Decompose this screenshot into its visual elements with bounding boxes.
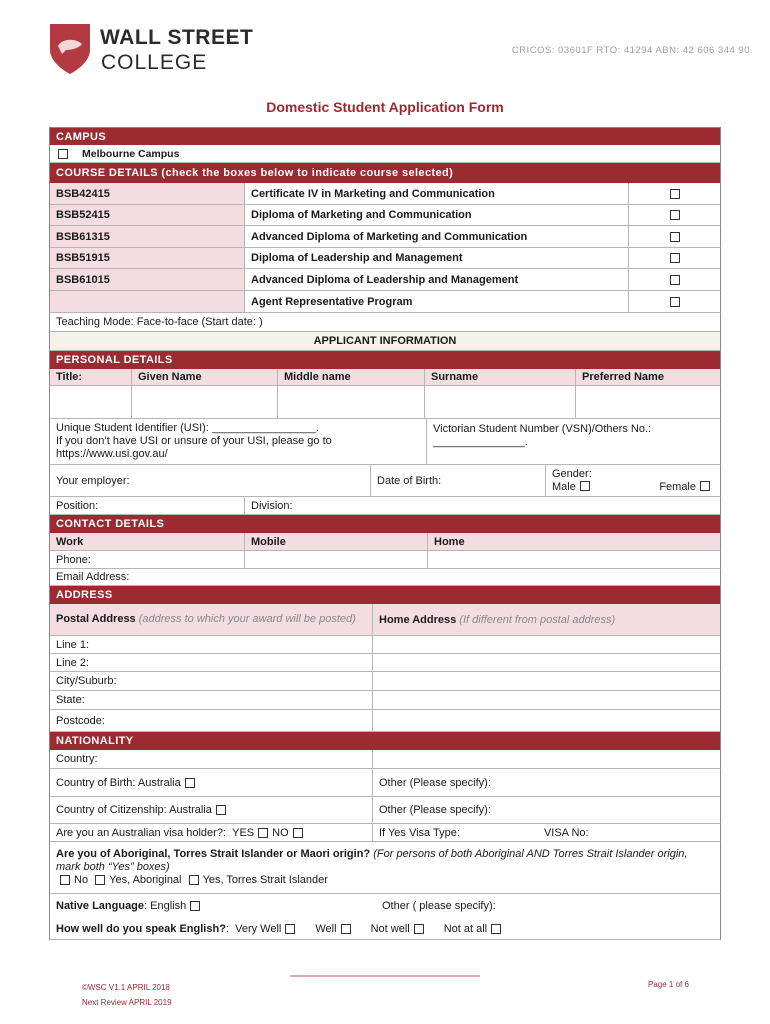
course-check-cell [628,291,720,312]
surname-header: Surname [424,369,575,385]
male-label: Male [552,480,576,493]
country-field-right[interactable] [372,750,720,768]
country-field[interactable] [50,750,372,768]
course-name: Agent Representative Program [244,291,628,312]
given-name-header: Given Name [131,369,277,385]
home-header: Home [427,533,720,550]
course-code: BSB61315 [50,226,244,247]
email-label: Email Address: [56,571,130,583]
dob-label: Date of Birth: [377,474,442,487]
country-of-citizenship [50,797,372,823]
citizenship-label: Country of Citizenship: Australia [56,804,212,816]
vsn-line1: Victorian Student Number (VSN)/Others No.: [433,423,652,435]
mobile-header: Mobile [244,533,427,550]
female-checkbox[interactable] [700,481,710,491]
title-header: Title: [56,371,83,383]
college-logo [46,20,254,80]
postal-hint: (address to which your award will be posted) [138,613,356,625]
visa-type-field[interactable] [372,824,720,841]
vsn-line2: _______________. [433,436,528,448]
given-name-field[interactable] [131,386,277,418]
page-number: Page 1 of 6 [648,980,689,989]
very-well-label: Very Well [235,922,282,935]
work-header: Work [56,535,84,548]
usi-link[interactable]: https://www.usi.gov.au/ [56,448,168,460]
course-name: Diploma of Leadership and Management [244,248,628,268]
native-language [50,894,376,918]
title-field[interactable] [50,386,131,418]
home-postcode-field[interactable] [372,710,720,731]
citizenship-other-label: Other (Please specify): [379,804,491,816]
country-label: Country: [56,753,98,765]
home-line1-field[interactable] [372,636,720,653]
course-checkbox[interactable] [670,210,680,220]
state-field[interactable] [50,691,372,709]
applicant-info-heading: APPLICANT INFORMATION [313,335,457,347]
aboriginal-hint: (For persons of both Aboriginal AND Torres Strait Islander origin, mark both “Yes” boxes) [56,848,688,873]
not-at-all-label: Not at all [443,922,488,935]
registration-info: CRICOS: 03601F RTO: 41294 ABN: 42 606 344 90 [511,45,750,56]
employer-field[interactable] [50,465,370,496]
usi-line1: Unique Student Identifier (USI): _________________. [56,422,319,434]
not-well-checkbox[interactable] [414,924,424,934]
very-well-checkbox[interactable] [285,924,295,934]
version-text: ©WSC V1.1 APRIL 2018 [82,983,170,992]
footer-version [82,980,172,1010]
birth-australia-checkbox[interactable] [185,778,195,788]
native-english-checkbox[interactable] [190,901,200,911]
birth-label: Country of Birth: Australia [56,776,181,789]
visa-question: Are you an Australian visa holder?: [56,826,226,839]
footer-divider [290,975,480,977]
english-colon: : [225,922,229,935]
english-question: How well do you speak English? [56,922,226,935]
preferred-name-header: Preferred Name [575,369,720,385]
employer-label: Your employer: [56,474,130,487]
city-field[interactable] [50,672,372,690]
course-checkbox[interactable] [670,189,680,199]
phone-field[interactable] [50,551,244,568]
origin-torres-label: Yes, Torres Strait Islander [202,874,328,886]
course-name: Certificate IV in Marketing and Communication [244,183,628,204]
position-field[interactable] [50,497,244,514]
native-language-value: : English [144,900,187,912]
english-proficiency [50,918,720,939]
postal-line2-field[interactable] [50,654,372,671]
phone-label: Phone: [56,553,91,566]
visa-yes-checkbox[interactable] [258,828,268,838]
course-checkbox[interactable] [670,232,680,242]
line2-label: Line 2: [56,656,90,669]
female-label: Female [659,480,696,493]
division-field[interactable] [244,497,720,514]
surname-field[interactable] [424,386,575,418]
citizenship-australia-checkbox[interactable] [216,805,226,815]
course-checkbox[interactable] [670,275,680,285]
preferred-name-field[interactable] [575,386,720,418]
postcode-field[interactable] [50,710,372,731]
origin-no-checkbox[interactable] [60,875,70,885]
home-address-hint: (If different from postal address) [459,613,616,626]
aboriginal-question: Are you of Aboriginal, Torres Strait Islander or Maori origin? [56,848,371,860]
mobile-field[interactable] [244,551,427,568]
male-checkbox[interactable] [580,481,590,491]
middle-name-header: Middle name [277,369,424,385]
visa-holder [50,824,372,841]
aboriginal-origin [50,842,720,893]
form-title: Domestic Student Application Form [266,99,504,115]
city-label: City/Suburb: [56,675,117,687]
campus-heading: CAMPUS [49,127,721,145]
postcode-label: Postcode: [56,714,105,727]
postal-label: Postal Address [56,613,136,625]
visa-no-label: NO [272,826,289,839]
country-of-birth [50,769,372,796]
home-phone-field[interactable] [427,551,720,568]
not-at-all-checkbox[interactable] [491,924,501,934]
course-code: BSB52415 [50,205,244,225]
logo-text-line2: COLLEGE [101,51,208,74]
course-check-cell [628,205,720,225]
home-address-header [372,604,720,635]
vsn-field[interactable] [426,419,720,464]
native-other-label: Other ( please specify): [382,900,496,912]
home-line2-field[interactable] [372,654,720,671]
personal-heading: PERSONAL DETAILS [49,351,721,369]
campus-option-label: Melbourne Campus [82,147,180,160]
course-checkbox[interactable] [670,297,680,307]
gender-field [545,465,720,496]
logo-text-line1: WALL STREET [100,26,254,49]
birth-other-label: Other (Please specify): [379,776,491,789]
home-city-field[interactable] [372,672,720,690]
native-other-field[interactable] [376,894,720,918]
nationality-heading: NATIONALITY [49,732,721,750]
native-language-label: Native Language [56,900,145,912]
line1-label: Line 1: [56,638,90,651]
contact-heading: CONTACT DETAILS [49,515,721,533]
course-code: BSB42415 [50,183,244,204]
bull-shield-icon [46,20,94,76]
course-check-cell [628,226,720,247]
teaching-mode: Teaching Mode: Face-to-face (Start date: ) [56,316,263,328]
application-form [49,127,721,940]
well-checkbox[interactable] [341,924,351,934]
birth-other-field[interactable] [372,769,720,796]
not-well-label: Not well [370,922,410,935]
address-heading: ADDRESS [49,586,721,604]
well-label: Well [315,922,337,935]
usi-field[interactable] [50,419,426,464]
origin-aboriginal-checkbox[interactable] [95,875,105,885]
course-check-cell [628,269,720,290]
course-check-cell [628,183,720,204]
division-label: Division: [251,499,293,512]
course-check-cell [628,248,720,268]
review-text: Next Review APRIL 2019 [82,998,172,1007]
email-field[interactable] [50,569,720,585]
position-label: Position: [56,499,99,512]
home-address-label: Home Address [379,613,457,626]
citizenship-other-field[interactable] [372,797,720,823]
origin-aboriginal-label: Yes, Aboriginal [109,874,182,886]
usi-line2: If you don’t have USI or unsure of your USI, please go to [56,435,332,447]
course-code: BSB61015 [50,269,244,290]
postal-line1-field[interactable] [50,636,372,653]
course-name: Advanced Diploma of Leadership and Management [244,269,628,290]
dob-field[interactable] [370,465,545,496]
course-checkbox[interactable] [670,253,680,263]
home-state-field[interactable] [372,691,720,709]
campus-option [50,145,720,162]
visa-no-checkbox[interactable] [293,828,303,838]
origin-no-label: No [74,874,89,886]
course-name: Advanced Diploma of Marketing and Communication [244,226,628,247]
visa-yes-label: YES [232,826,255,839]
course-code: BSB51915 [50,248,244,268]
course-name: Diploma of Marketing and Communication [244,205,628,225]
state-label: State: [56,694,85,706]
postal-address-header [50,604,372,635]
gender-label: Gender: [552,467,592,480]
visa-no-field-label: VISA No: [543,826,589,839]
course-heading: COURSE DETAILS (check the boxes below to indicate course selected) [49,163,721,183]
course-code [50,291,244,312]
visa-type-label: If Yes Visa Type: [379,826,460,839]
middle-name-field[interactable] [277,386,424,418]
origin-torres-checkbox[interactable] [189,875,199,885]
melbourne-campus-checkbox[interactable] [58,149,68,159]
